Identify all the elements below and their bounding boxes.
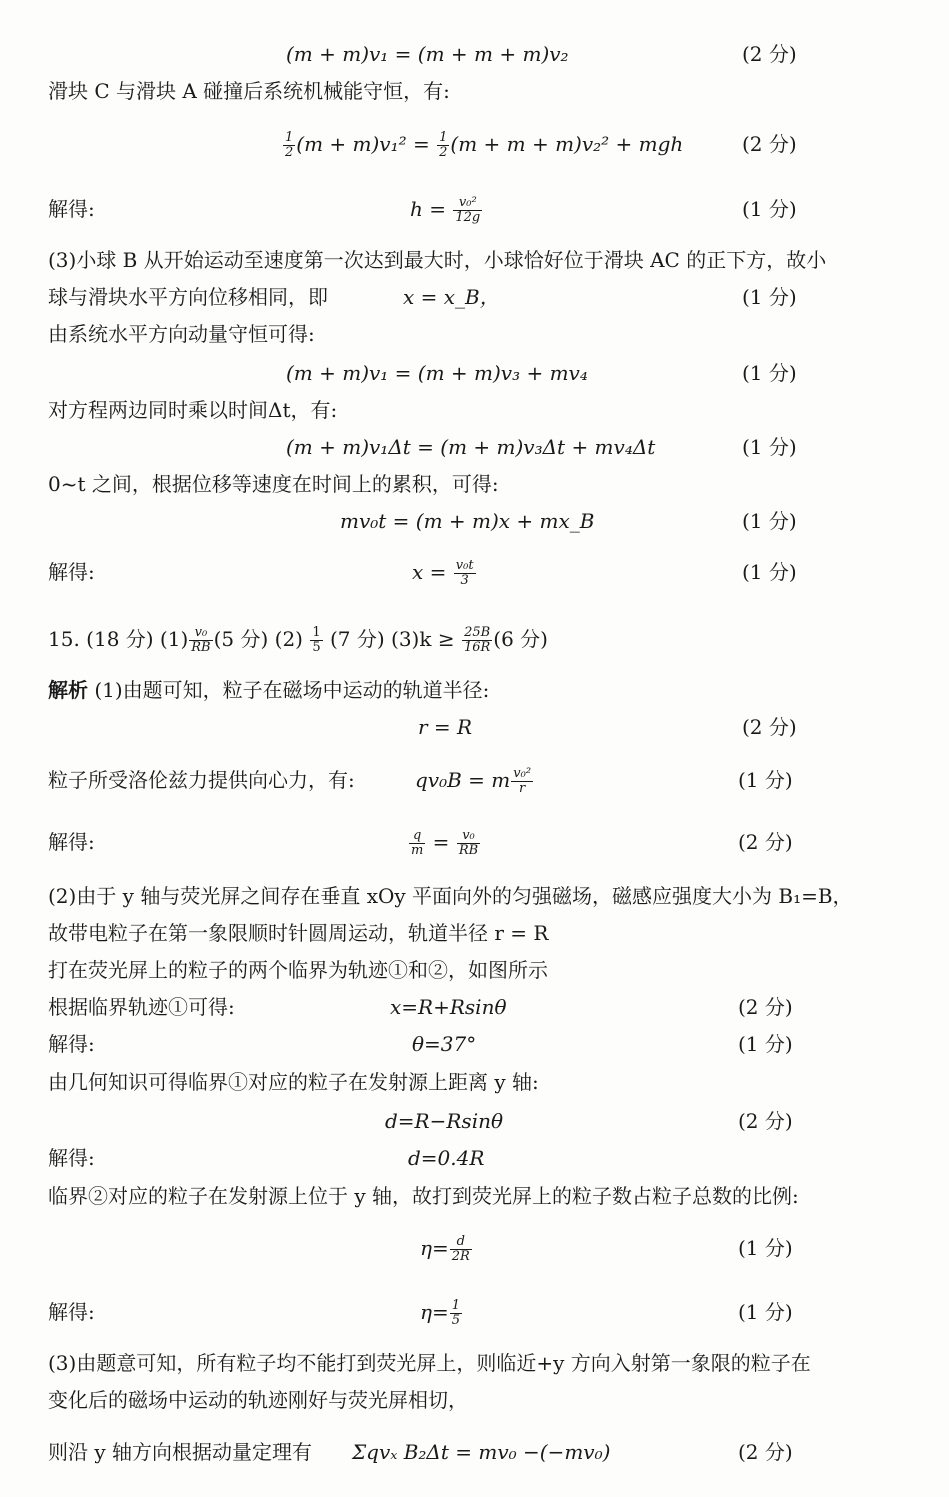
score: (2 分) [742,715,797,739]
equation: Σqvₓ B₂Δt = mv₀ −(−mv₀) [352,1440,611,1464]
equation: qv₀B = m $\frac{\text{v₀²}}{r}$ [415,766,532,796]
paragraph-text: (3)小球 B 从开始运动至速度第一次达到最大时，小球恰好位于滑块 AC 的正下方，故小 [48,248,827,272]
fraction: $\frac{1}{2}$ [439,130,448,160]
equation: η= $\frac{d}{2R}$ [420,1234,470,1264]
solve-label: 解得: [48,560,95,584]
solve-label: 解得: [48,1146,95,1170]
fraction: $\frac{25B}{16R}$ [463,625,491,655]
score: (2 分) [738,1440,793,1464]
score: (1 分) [742,197,797,221]
equation: x=R+Rsinθ [390,995,507,1019]
analysis-label: 解析 [48,678,88,702]
paragraph-text: 对方程两边同时乘以时间Δt，有: [48,398,338,422]
solve-label: 解得: [48,1300,95,1324]
equation: r = R [418,715,473,739]
equation: mv₀t = (m + m)x + mx_B [340,509,595,533]
solve-label: 解得: [48,197,95,221]
score: (1 分) [742,560,797,584]
fraction: $\frac{\text{v₀t}}{3}$ [455,558,474,588]
fraction: $\frac{\text{v₀²}}{12g}$ [455,195,481,225]
paragraph-text: 解析 (1)由题可知，粒子在磁场中运动的轨道半径: [48,678,490,702]
score: (1 分) [738,1300,793,1324]
equation: $\frac{q}{m}$ = $\frac{\text{v₀}}{RB}$ [411,828,479,858]
equation: x = $\frac{\text{v₀t}}{3}$ [412,558,474,588]
fraction: $\frac{1}{2}$ [285,130,294,160]
score: (2 分) [742,132,797,156]
paragraph-text: 根据临界轨迹①可得: [48,995,235,1019]
equation: (m + m)v₁Δt = (m + m)v₃Δt + mv₄Δt [286,435,656,459]
equation: d=R−Rsinθ [385,1109,504,1133]
paragraph-text: 则沿 y 轴方向根据动量定理有 [48,1440,313,1464]
fraction: $\frac{\text{v₀²}}{r}$ [513,766,532,796]
equation: η= $\frac{1}{5}$ [420,1298,461,1328]
paragraph-text: 由几何知识可得临界①对应的粒子在发射源上距离 y 轴: [48,1070,539,1094]
paragraph-text: 球与滑块水平方向位移相同，即 [48,285,328,309]
fraction: $\frac{q}{m}$ [411,828,424,858]
score: (1 分) [738,1032,793,1056]
paragraph-text: 临界②对应的粒子在发射源上位于 y 轴，故打到荧光屏上的粒子数占粒子总数的比例: [48,1184,799,1208]
fraction: $\frac{\text{v₀}}{RB}$ [458,828,479,858]
paragraph-text: 粒子所受洛伦兹力提供向心力，有: [48,768,355,792]
equation: d=0.4R [408,1146,485,1170]
score: (2 分) [738,995,793,1019]
paragraph-text: 由系统水平方向动量守恒可得: [48,322,315,346]
paragraph-text: 滑块 C 与滑块 A 碰撞后系统机械能守恒，有: [48,79,450,103]
equation: x = x_B， [403,285,500,309]
score: (1 分) [742,435,797,459]
equation: θ=37° [412,1032,477,1056]
paragraph-text: (3)由题意可知，所有粒子均不能打到荧光屏上，则临近+y 方向入射第一象限的粒子在 [48,1351,811,1375]
score: (2 分) [742,42,797,66]
paragraph-text: (2)由于 y 轴与荧光屏之间存在垂直 xOy 平面向外的匀强磁场，磁感应强度大小为 B₁=B， [48,884,853,908]
paragraph-text: 0~t 之间，根据位移等速度在时间上的累积，可得: [48,472,499,496]
equation: $\frac{1}{2}$ (m + m)v₁² = $\frac{1}{2}$ (m + m + m)v₂² + mgh [285,130,684,160]
score: (1 分) [738,768,793,792]
equation: (m + m)v₁ = (m + m)v₃ + mv₄ [286,361,588,385]
score: (1 分) [738,1236,793,1260]
score: (1 分) [742,509,797,533]
score: (1 分) [742,361,797,385]
paragraph-text: 变化后的磁场中运动的轨迹刚好与荧光屏相切， [48,1388,468,1412]
fraction: $\frac{1}{5}$ [451,1298,461,1328]
paragraph-text: 故带电粒子在第一象限顺时针圆周运动，轨道半径 r = R [48,921,549,945]
score: (2 分) [738,1109,793,1133]
score: (2 分) [738,830,793,854]
solve-label: 解得: [48,1032,95,1056]
equation: h = $\frac{\text{v₀²}}{12g}$ [410,195,481,225]
fraction: $\frac{1}{5}$ [312,625,321,655]
fraction: $\frac{d}{2R}$ [451,1234,470,1264]
fraction: $\frac{\text{v₀}}{RB}$ [191,625,211,655]
answer-summary: 15. (18 分) (1) $\frac{\text{v₀}}{RB}$ (5 分) (2) $\frac{1}{5}$ (7 分) (3)k ≥ $\frac{25B}{16R}$ (6 分) [48,625,548,655]
paragraph-text: 打在荧光屏上的粒子的两个临界为轨迹①和②，如图所示 [48,958,548,982]
score: (1 分) [742,285,797,309]
equation: (m + m)v₁ = (m + m + m)v₂ [286,42,569,66]
solve-label: 解得: [48,830,95,854]
